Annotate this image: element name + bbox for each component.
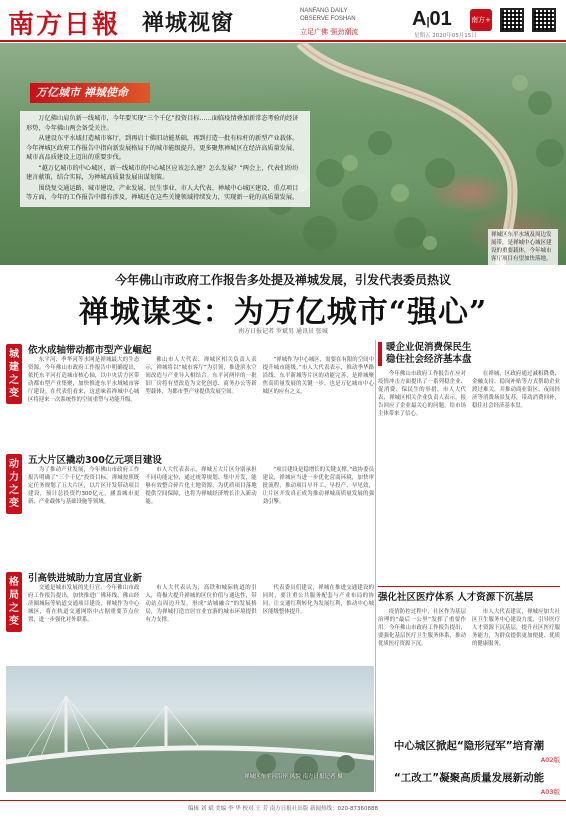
footer: 编辑 刘 斌 美编 李 华 校对 王 芳 南方日报社出版 新闻热线：020-87360888 [0,800,566,818]
teaser-title[interactable]: 中心城区掀起“隐形冠军”培育潮 [393,740,545,752]
bridge-photo [6,666,374,792]
right-article-title[interactable]: 暖企业促消费保民生 稳住社会经济基本盘 [386,342,472,365]
section-title[interactable]: 依水成轴带动都市型产业崛起 [28,345,152,356]
teaser-page: A02版 [540,756,560,764]
issue-date: 星期五 2020年05月15日 [414,33,477,39]
main-headline[interactable]: 禅城谋变：为万亿城市“强心” [78,295,488,330]
hero-photo [0,43,566,265]
section-tag: 格局之变 [6,572,22,632]
teaser[interactable] [378,738,560,764]
right-article-title[interactable]: 强化社区医疗体系 人才资源下沉基层 [378,592,534,603]
hero-lead-text: 万亿佛山肩负新一线城市，今年要实现“三个千亿”投资目标……面临疫情叠加新常态考验的经济形势，今年佛山两会备受关注。 从建设东平水域打造城市客厅，到再启十佛旧动能基础，再到打造一批有标杆的新型产业载体。今年禅城区政府工作报告中指向新发展格局下的城市能级提升，更多聚焦禅城区在经济高质量发展、城市高品质建设上迈出的重要步伐。 “越万亿城市的中心城区，新一线城市的中心城区应该怎么建？怎么发展？”两会上，代表们纷纷建言献策，结合实际，为禅城高质量发展出谋划策。 围绕复交通运路、城市建设、产业发展、民生事业、市人大代表、禅城中心城区建设、重点项目等方面，今年的工作报告中都有涉及，禅城还在这些关键领域持续发力，实现新一轮的高质量发展。 [20,111,310,207]
byline: 南方日报记者 罗斌男 通讯员 张城 [238,328,328,335]
masthead-rule [0,40,566,42]
masthead [0,0,566,40]
column-divider [375,340,376,792]
hero-caption: 禅城区东平水域及周边发展带，是禅城中心城区建设的重要载体，今年城市客厅项目有望加快落地。 [488,229,558,265]
hero-banner: 万亿城市 禅城使命 [30,83,150,103]
qr-code-icon[interactable] [500,8,524,32]
bridge-caption: 禅城区东平河沿岸 风貌 南方日报记者 摄 [244,774,343,780]
qr-code-icon[interactable] [532,8,556,32]
right-article-body: 疫情防控过程中，社区作为基层治理的“最后一公里”发挥了重要作用。今年佛山市政府工作报告提出，要强化基层医疗卫生服务体系，推动优质医疗资源下沉。 市人大代表建议，禅城应加大社区卫生服务中心建设力度，引导医疗人才资源下沉基层，提升社区医疗服务能力，为群众提供更加便捷、优质的健康服务。 [378,609,560,647]
headline-kicker: 今年佛山市政府工作报告多处提及禅城发展，引发代表委员热议 [114,273,451,287]
nanfang-plus-badge[interactable]: 南方+ [470,9,492,31]
section-title: 禅城视窗 [142,11,235,36]
section-body: 为了推动产业发展，今年佛山市政府工作报告明确了“三个千亿”投资目标。禅城按照既定任务规划了五大片区，以片区开发带动项目建设，预计总投资约300亿元，涵盖城市更新、产业载体与基础设施等领域。 市人大代表表示，禅城五大片区分别承担不同功能定位，通过统筹规划、集中开发，能够有效整合碎片化土地资源，为优质项目落地提供空间保障，也将为禅城经济增长注入新动能。 “项目建设是稳增长的关键支撑。”政协委员建议，禅城应当进一步优化营商环境，加快审批流程，推动项目早开工、早投产、早见效，让片区开发真正成为推动禅城高质量发展的强劲引擎。 [28,467,374,505]
section-tag: 城建之变 [6,344,22,404]
section-tag: 动力之变 [6,454,22,514]
teaser-title[interactable]: “工改工”凝聚高质量发展新动能 [393,772,545,784]
section-body: 交通是城市发展的先行官。今年佛山市政府工作报告提出，加快推进广佛环线、佛山经济圈城际等轨道交通项目建设，禅城作为中心城区，将在轨道交通网络中占据重要节点位置，进一步强化对外联系。 市人大代表认为，高铁和城际轨道的引入，将极大提升禅城的区位价值与通达性，带动站点周边开发，形成“站城融合”的发展格局，为禅城打造宜居宜业宜游的城市环境提供有力支撑。 代表委员们建议，禅城在推进交通建设的同时，要注重公共服务配套与产业布局的协同，让交通红利转化为发展红利，推动中心城区能级整体提升。 [28,585,374,623]
teaser-page: A03版 [540,788,560,796]
rule [378,586,560,587]
teaser[interactable] [378,770,560,796]
right-article-body: 今年佛山市政府工作报告在应对疫情冲击方面提出了一系列稳企业、促消费、保民生的举措。市人大代表、禅城区相关企业负责人表示，报告回应了企业最关心的问题，给市场主体带来了信心。 在禅城，区政府通过减租降费、金融支持、稳岗补贴等方式帮助企业渡过难关，并推动商业街区、夜间经济等消费场景复苏，带动消费回补，稳住社会经济基本盘。 [378,371,560,417]
newspaper-logo[interactable]: 南方日報 [8,10,121,40]
right-column [378,340,560,800]
section-body: 东平河、季华河等水网是禅城最大的生态资源。今年佛山市政府工作报告中明确提出，依托东平河打造城市核心轴，以中央活力区带动都市型产业集聚，加快推进东平水域城市客厅建设。在代表们看来，这意味着禅城中心城区将迎来一次系统性的空间重塑与功能升级。 佛山市人大代表、禅城区相关负责人表示，禅城将以“城市客厅”为引领，推进滨水空间改造与产业导入相结合。东平河两岸的一批旧厂房将有望改造为文化创意、商务办公等新型载体，为都市型产业提供发展空间。 “禅城作为中心城区，需要在有限的空间中提升城市能级。”市人大代表表示，推动季华路沿线、东平新城等片区的功能完善，是禅城聚焦高质量发展的关键一步，也是万亿城市中心城区的应有之义。 [28,357,374,403]
section-title[interactable]: 引高铁进城助力宜居宜业新 [28,573,143,584]
masthead-slogan: 立足广佛 强劲潮流 [300,28,359,36]
masthead-english: NANFANG DAILY OBSERVE FOSHAN [300,8,356,22]
section-title[interactable]: 五大片区撬动300亿元项目建设 [28,455,162,466]
page-number: A|01 [412,8,452,30]
